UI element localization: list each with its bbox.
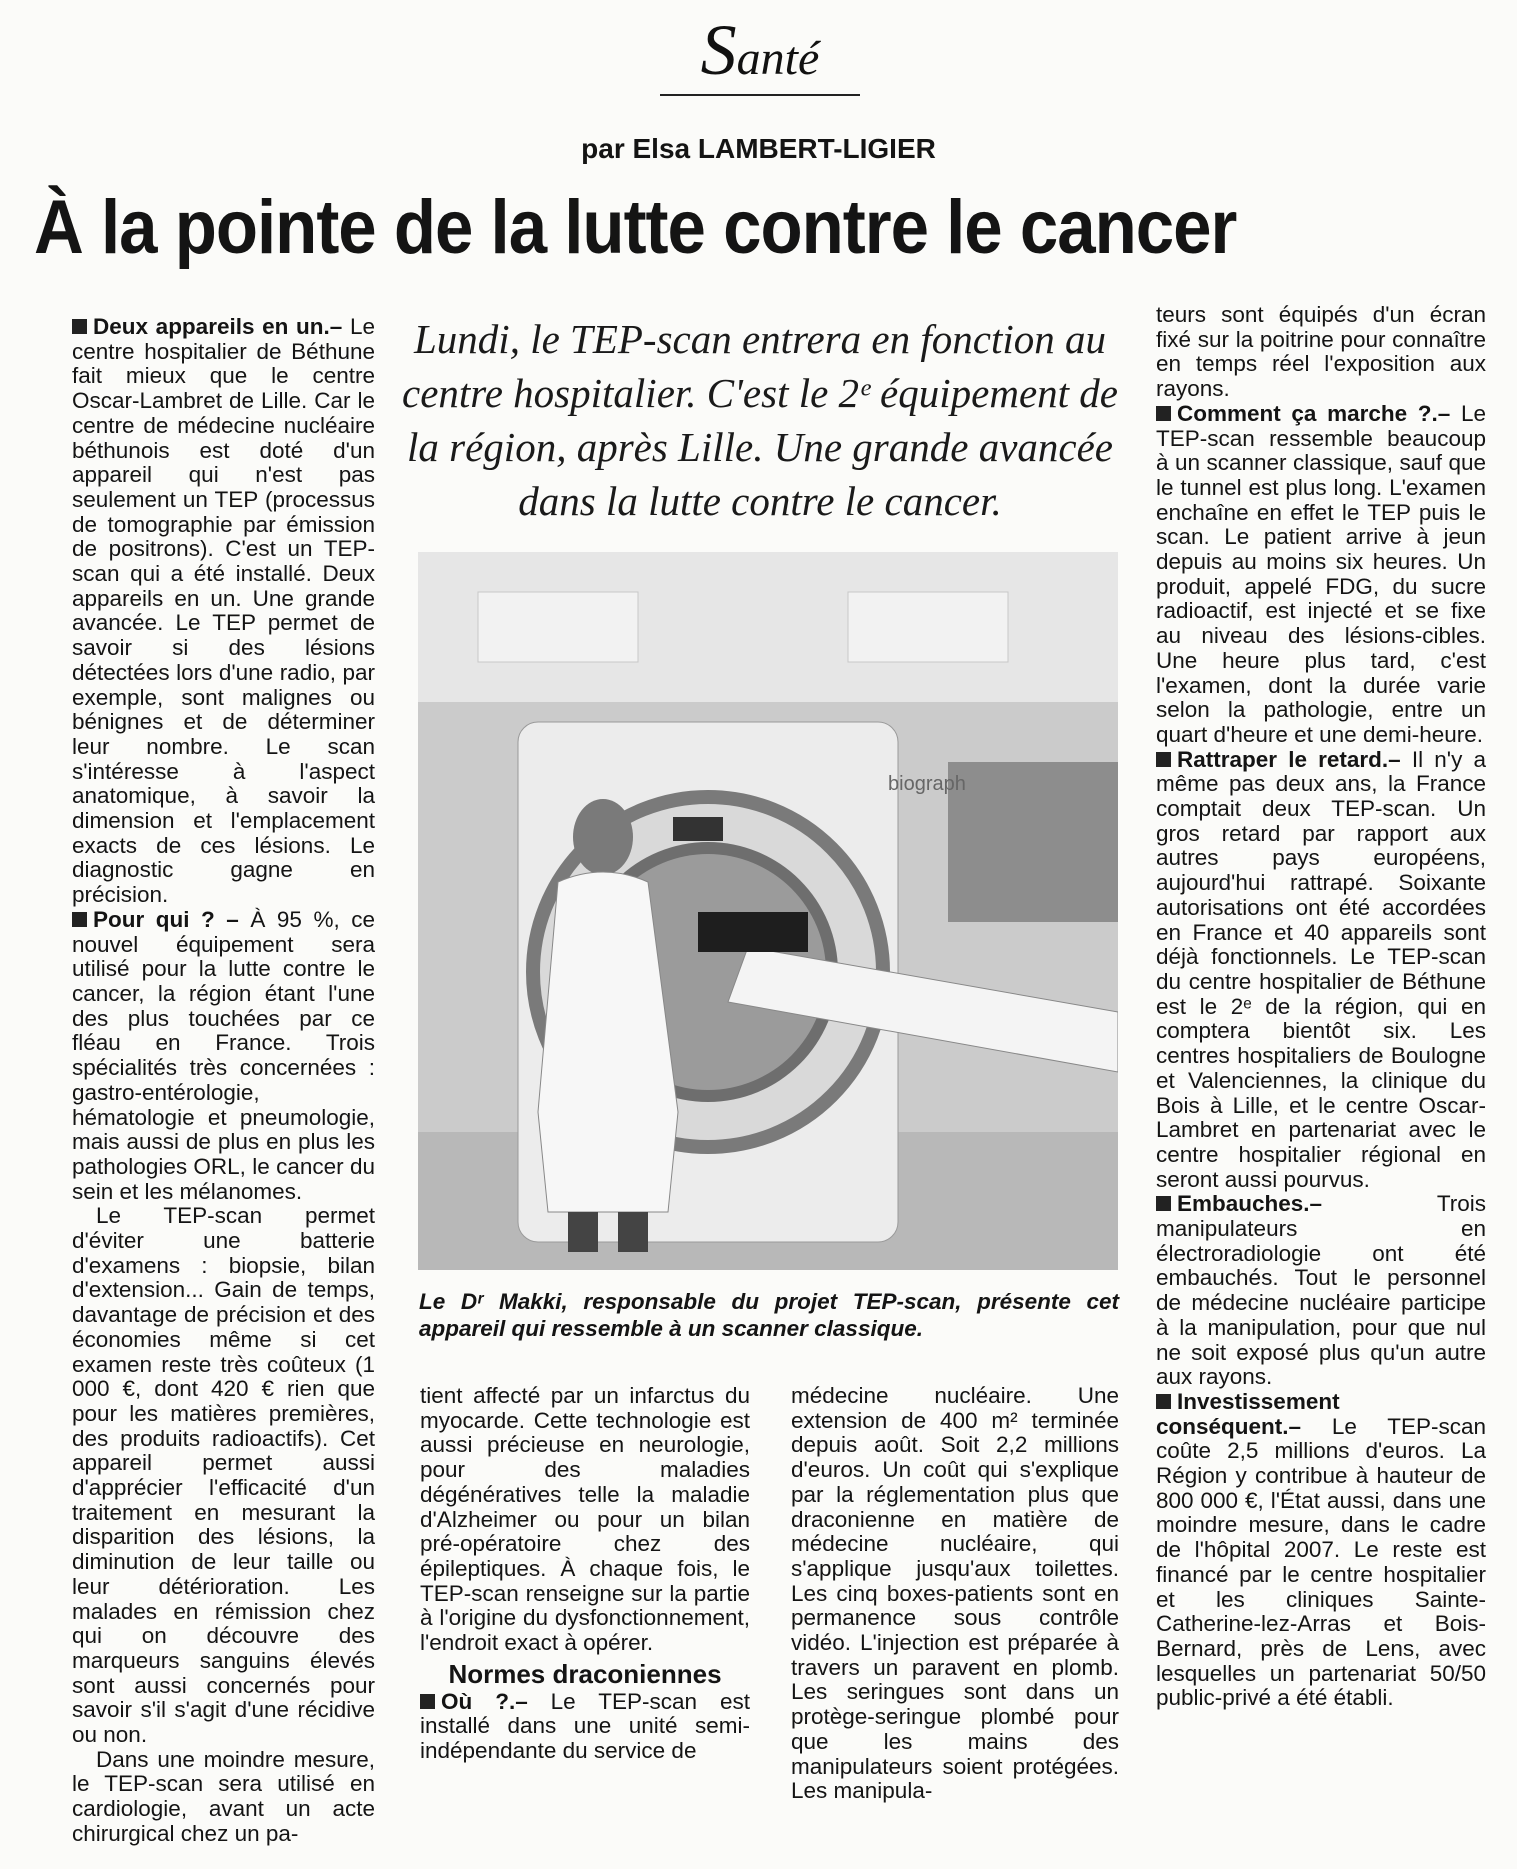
scanner-illustration — [418, 552, 1118, 1270]
text-embauches: Trois manipulateurs en électroradiologie ont été embauchés. Tout le personnel de médecine nucléaire participe à la manipulation, pour que nul ne soit exposé plus qu'un autre aux rayons. — [1156, 1191, 1486, 1390]
column-3 — [791, 1384, 1119, 1804]
heading-pour-qui: Pour qui ? – — [93, 906, 239, 932]
machine-label: biograph — [888, 773, 966, 795]
heading-ou: Où ?.– — [441, 1688, 528, 1714]
paragraph-retard — [1156, 748, 1486, 1193]
rubric-rest: anté — [736, 32, 820, 85]
bullet-square-icon — [72, 912, 87, 927]
heading-retard: Rattraper le retard.– — [1177, 746, 1401, 772]
text-retard: Il n'y a même pas deux ans, la France comptait deux TEP-scan. Un gros retard par rapport aux autres pays européens, aujourd'hui rattrapé. Soixante autorisations ont été accordées en France et 40 appareils sont déjà fonctionnels. Le TEP-scan du centre hospitalier de Béthune est le 2ᵉ de la région, qui en comptera bientôt six. Les centres hospitaliers de Boulogne et Valenciennes, la clinique du Bois à Lille, et le centre Oscar-Lambret en partenariat avec le centre hospitalier régional en seront aussi pourvus. — [1156, 746, 1486, 1192]
bullet-square-icon — [1156, 1394, 1171, 1409]
scanner-photo — [418, 552, 1118, 1270]
heading-embauches: Embauches.– — [1177, 1191, 1323, 1217]
heading-comment: Comment ça marche ?.– — [1177, 400, 1451, 426]
text-investissement: Le TEP-scan coûte 2,5 millions d'euros. La Région y contribue à hauteur de 800 000 €, l'État aussi, dans une moindre mesure, dans le cadre de l'hôpital 2007. Le reste est financé par le centre hospitalier et les cliniques Sainte-Catherine-lez-Arras et Bois-Bernard, près de Lens, avec lesquelles un partenariat 50/50 public-privé a été établi. — [1156, 1413, 1486, 1711]
column-1 — [72, 315, 375, 1847]
section-rubric — [660, 10, 860, 91]
paragraph-deux-appareils — [72, 315, 375, 908]
lead-paragraph: Lundi, le TEP-scan entrera en fonction au centre hospitalier. C'est le 2ᵉ équipement de la région, après Lille. Une grande avancée dans la lutte contre le cancer. — [402, 316, 1118, 524]
text-comment: Le TEP-scan ressemble beaucoup à un scanner classique, sauf que le tunnel est plus long. L'examen enchaîne en effet le TEP puis le scan. Le patient arrive à jeun depuis au moins six heures. Un produit, appelé FDG, du sucre radioactif, est injecté et se fixe au niveau des lésions-cibles. Une heure plus tard, c'est l'examen, dont la durée varie selon la pathologie, entre un quart d'heure et une demi-heure. — [1156, 400, 1486, 747]
subhead-normes: Normes draconiennes — [448, 1658, 722, 1689]
bullet-square-icon — [72, 319, 87, 334]
headline: À la pointe de la lutte contre le cancer — [34, 184, 1237, 270]
rubric-underline — [660, 94, 860, 96]
bullet-square-icon — [1156, 1196, 1171, 1211]
paragraph-cardiologie: Dans une moindre mesure, le TEP-scan sera utilisé en cardiologie, avant un acte chirurgical chez un pa- — [72, 1746, 375, 1846]
bullet-square-icon — [420, 1694, 435, 1709]
heading-investissement: Investissement conséquent.– — [1156, 1388, 1340, 1439]
text-deux-appareils: Le centre hospitalier de Béthune fait mieux que le centre Oscar-Lambret de Lille. Car le centre de médecine nucléaire béthunois est doté d'un appareil qui n'est pas seulement un TEP (processus de tomographie par émission de positrons). C'est un TEP-scan qui a été installé. Deux appareils en un. Une grande avancée. Le TEP permet de savoir si des lésions détectées lors d'une radio, par exemple, sont malignes ou bénignes et de déterminer leur nombre. Le scan s'intéresse à l'aspect anatomique, à savoir la dimension et l'emplacement exacts de ces lésions. Le diagnostic gagne en précision. — [72, 314, 375, 908]
paragraph-ou — [420, 1690, 750, 1764]
rubric-title — [660, 10, 860, 91]
paragraph-myocarde: tient affecté par un infarctus du myocarde. Cette technologie est aussi précieuse en neurologie, pour des maladies dégénératives telle la maladie d'Alzheimer ou pour un bilan pré-opératoire chez des épileptiques. À chaque fois, le TEP-scan renseigne sur la partie à l'origine du dysfonctionnement, l'endroit exact à opérer. — [420, 1383, 750, 1656]
paragraph-investissement — [1156, 1390, 1486, 1711]
text-pour-qui: À 95 %, ce nouvel équipement sera utilisé pour la lutte contre le cancer, la région étant l'une des plus touchées par ce fléau en France. Trois spécialités très concernées : gastro-entérologie, hématologie et pneumologie, mais aussi de plus en plus les pathologies ORL, le cancer du sein et les mélanomes. — [72, 906, 375, 1204]
heading-deux-appareils: Deux appareils en un.– — [93, 314, 343, 339]
column-2 — [420, 1384, 750, 1764]
paragraph-ecran: teurs sont équipés d'un écran fixé sur la poitrine pour connaître en temps réel l'exposition aux rayons. — [1156, 302, 1486, 402]
column-4 — [1156, 303, 1486, 1711]
photo-caption: Le Dʳ Makki, responsable du projet TEP-scan, présente cet appareil qui ressemble à un scanner classique. — [419, 1289, 1119, 1341]
paragraph-embauches — [1156, 1192, 1486, 1390]
text-ou: Le TEP-scan est installé dans une unité semi-indépendante du service de — [420, 1688, 750, 1764]
bullet-square-icon — [1156, 752, 1171, 767]
paragraph-medecine-nucleaire: médecine nucléaire. Une extension de 400 m² terminée depuis août. Soit 2,2 millions d'euros. Un coût qui s'explique par la réglementation plus que draconienne en matière de médecine nucléaire, qui s'applique jusqu'aux toilettes. Les cinq boxes-patients sont en permanence sous contrôle vidéo. L'injection est préparée à travers un paravent en plomb. Les seringues sont dans un protège-seringue plombé pour que les mains des manipulateurs soient protégées. Les manipula- — [791, 1383, 1119, 1804]
bullet-square-icon — [1156, 406, 1171, 421]
paragraph-pour-qui — [72, 908, 375, 1204]
paragraph-batterie-examens: Le TEP-scan permet d'éviter une batterie d'examens : biopsie, bilan d'extension... Gain de temps, davantage de précision et des économies même si cet examen reste très coûteux (1 000 €, dont 420 € rien que pour les matières premières, des produits radioactifs). Cet appareil permet aussi d'apprécier l'efficacité d'un traitement en mesurant la disparition des lésions, la diminution de leur taille ou leur détérioration. Les malades en rémission chez qui on découvre des marqueurs sanguins élevés sont aussi concernés pour savoir s'il s'agit d'une récidive ou non. — [72, 1203, 375, 1748]
rubric-initial: S — [700, 10, 737, 90]
byline: par Elsa LAMBERT-LIGIER — [581, 133, 936, 164]
paragraph-comment — [1156, 402, 1486, 748]
